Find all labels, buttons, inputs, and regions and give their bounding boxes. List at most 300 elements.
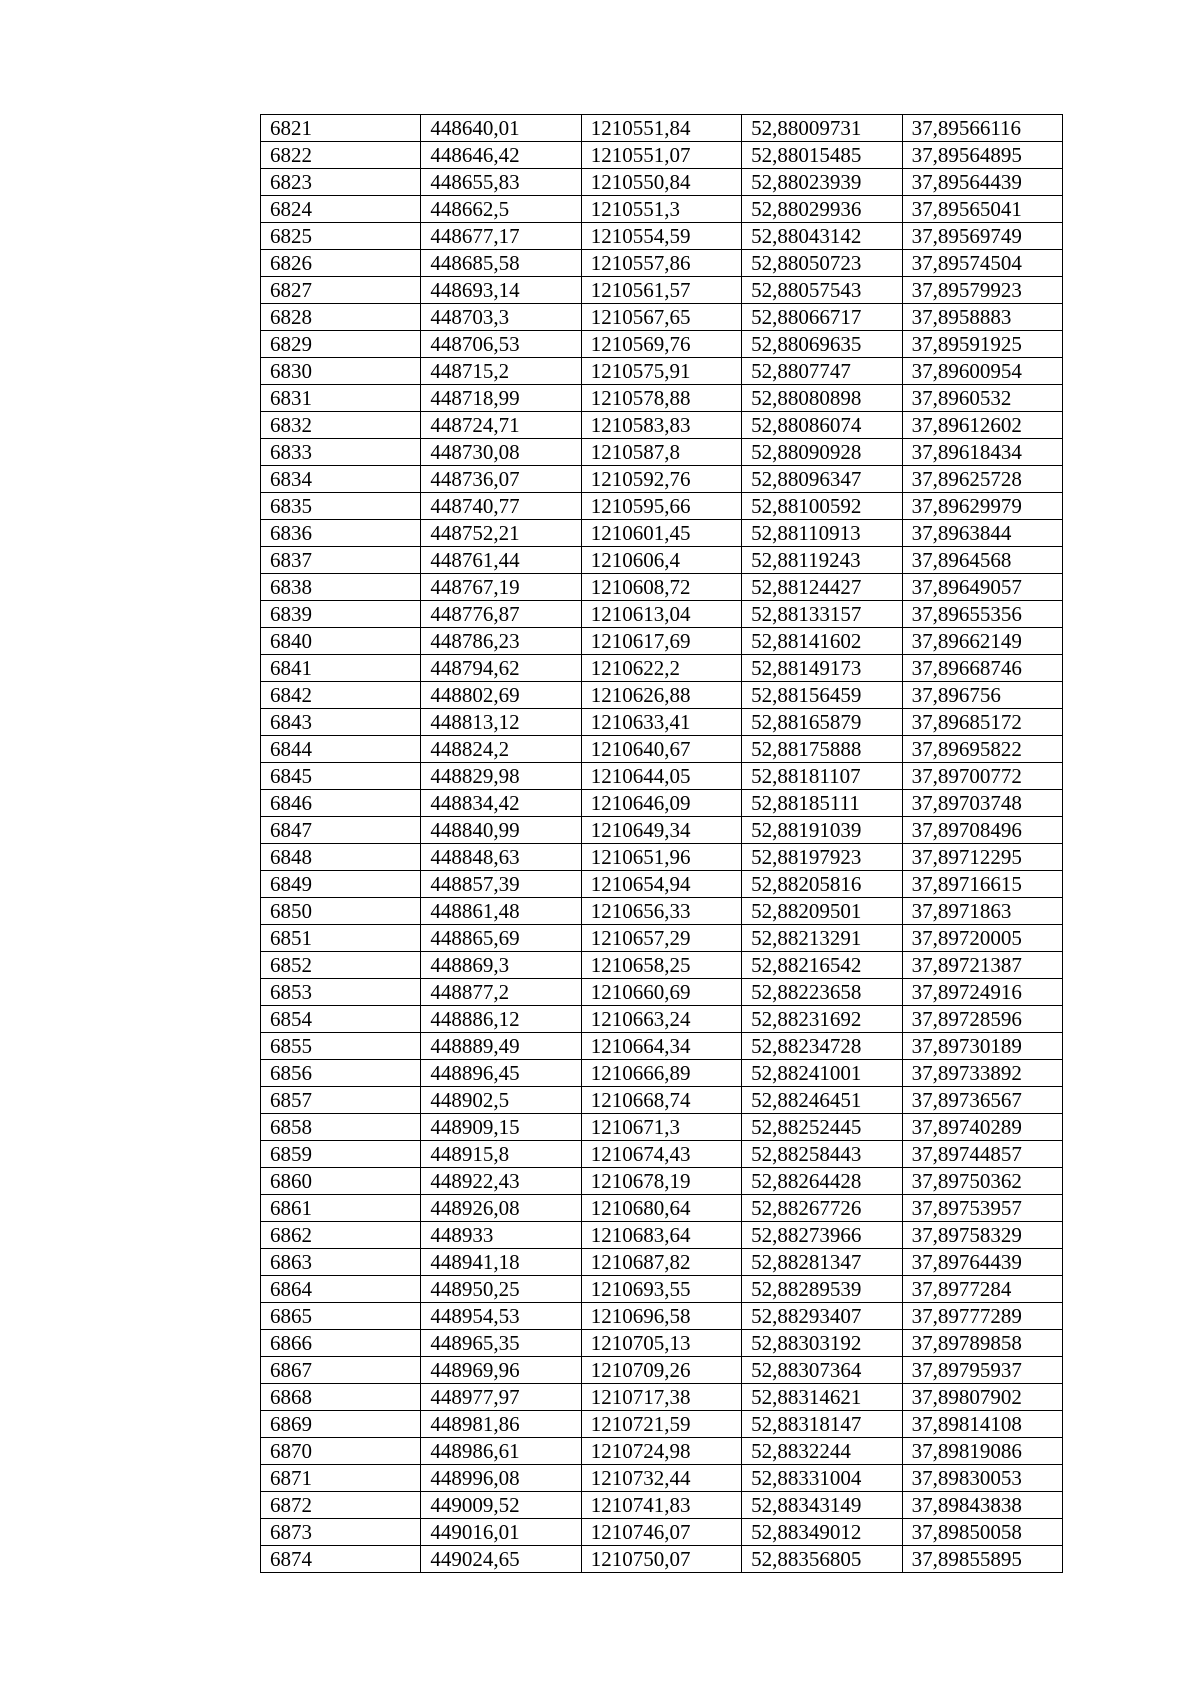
x-coordinate-cell: 448767,19 — [421, 574, 581, 601]
point-number-cell: 6849 — [261, 871, 421, 898]
table-row — [261, 1222, 1063, 1249]
y-coordinate-cell: 1210721,59 — [581, 1411, 741, 1438]
latitude-cell: 52,88069635 — [742, 331, 902, 358]
table-row — [261, 1330, 1063, 1357]
latitude-cell: 52,88231692 — [742, 1006, 902, 1033]
x-coordinate-cell: 449009,52 — [421, 1492, 581, 1519]
y-coordinate-cell: 1210575,91 — [581, 358, 741, 385]
point-number-cell: 6857 — [261, 1087, 421, 1114]
table-row — [261, 1168, 1063, 1195]
longitude-cell: 37,89750362 — [902, 1168, 1062, 1195]
latitude-cell: 52,88096347 — [742, 466, 902, 493]
table-row — [261, 1141, 1063, 1168]
x-coordinate-cell: 448869,3 — [421, 952, 581, 979]
point-number-cell: 6821 — [261, 115, 421, 142]
latitude-cell: 52,88066717 — [742, 304, 902, 331]
latitude-cell: 52,88185111 — [742, 790, 902, 817]
point-number-cell: 6822 — [261, 142, 421, 169]
y-coordinate-cell: 1210646,09 — [581, 790, 741, 817]
latitude-cell: 52,88015485 — [742, 142, 902, 169]
y-coordinate-cell: 1210664,34 — [581, 1033, 741, 1060]
y-coordinate-cell: 1210601,45 — [581, 520, 741, 547]
x-coordinate-cell: 448889,49 — [421, 1033, 581, 1060]
table-row — [261, 385, 1063, 412]
longitude-cell: 37,89733892 — [902, 1060, 1062, 1087]
longitude-cell: 37,89814108 — [902, 1411, 1062, 1438]
x-coordinate-cell: 448761,44 — [421, 547, 581, 574]
y-coordinate-cell: 1210657,29 — [581, 925, 741, 952]
y-coordinate-cell: 1210687,82 — [581, 1249, 741, 1276]
y-coordinate-cell: 1210732,44 — [581, 1465, 741, 1492]
latitude-cell: 52,88273966 — [742, 1222, 902, 1249]
point-number-cell: 6825 — [261, 223, 421, 250]
latitude-cell: 52,88307364 — [742, 1357, 902, 1384]
y-coordinate-cell: 1210569,76 — [581, 331, 741, 358]
longitude-cell: 37,89566116 — [902, 115, 1062, 142]
point-number-cell: 6842 — [261, 682, 421, 709]
y-coordinate-cell: 1210660,69 — [581, 979, 741, 1006]
x-coordinate-cell: 448813,12 — [421, 709, 581, 736]
y-coordinate-cell: 1210557,86 — [581, 250, 741, 277]
latitude-cell: 52,88264428 — [742, 1168, 902, 1195]
longitude-cell: 37,89850058 — [902, 1519, 1062, 1546]
table-row — [261, 1519, 1063, 1546]
latitude-cell: 52,88234728 — [742, 1033, 902, 1060]
longitude-cell: 37,89564895 — [902, 142, 1062, 169]
table-row — [261, 736, 1063, 763]
point-number-cell: 6838 — [261, 574, 421, 601]
x-coordinate-cell: 448941,18 — [421, 1249, 581, 1276]
y-coordinate-cell: 1210656,33 — [581, 898, 741, 925]
latitude-cell: 52,88156459 — [742, 682, 902, 709]
table-row — [261, 1006, 1063, 1033]
x-coordinate-cell: 448740,77 — [421, 493, 581, 520]
latitude-cell: 52,88267726 — [742, 1195, 902, 1222]
x-coordinate-cell: 448786,23 — [421, 628, 581, 655]
x-coordinate-cell: 448861,48 — [421, 898, 581, 925]
y-coordinate-cell: 1210606,4 — [581, 547, 741, 574]
point-number-cell: 6859 — [261, 1141, 421, 1168]
point-number-cell: 6828 — [261, 304, 421, 331]
latitude-cell: 52,88124427 — [742, 574, 902, 601]
x-coordinate-cell: 448794,62 — [421, 655, 581, 682]
y-coordinate-cell: 1210663,24 — [581, 1006, 741, 1033]
table-row — [261, 871, 1063, 898]
latitude-cell: 52,88258443 — [742, 1141, 902, 1168]
latitude-cell: 52,88133157 — [742, 601, 902, 628]
table-row — [261, 655, 1063, 682]
table-row — [261, 1465, 1063, 1492]
x-coordinate-cell: 448840,99 — [421, 817, 581, 844]
point-number-cell: 6858 — [261, 1114, 421, 1141]
longitude-cell: 37,89728596 — [902, 1006, 1062, 1033]
latitude-cell: 52,88246451 — [742, 1087, 902, 1114]
y-coordinate-cell: 1210654,94 — [581, 871, 741, 898]
y-coordinate-cell: 1210633,41 — [581, 709, 741, 736]
x-coordinate-cell: 448896,45 — [421, 1060, 581, 1087]
y-coordinate-cell: 1210750,07 — [581, 1546, 741, 1573]
longitude-cell: 37,89855895 — [902, 1546, 1062, 1573]
y-coordinate-cell: 1210595,66 — [581, 493, 741, 520]
longitude-cell: 37,89600954 — [902, 358, 1062, 385]
longitude-cell: 37,89695822 — [902, 736, 1062, 763]
longitude-cell: 37,89703748 — [902, 790, 1062, 817]
x-coordinate-cell: 448865,69 — [421, 925, 581, 952]
table-row — [261, 817, 1063, 844]
y-coordinate-cell: 1210583,83 — [581, 412, 741, 439]
y-coordinate-cell: 1210551,07 — [581, 142, 741, 169]
x-coordinate-cell: 448915,8 — [421, 1141, 581, 1168]
x-coordinate-cell: 448922,43 — [421, 1168, 581, 1195]
table-row — [261, 439, 1063, 466]
longitude-cell: 37,89565041 — [902, 196, 1062, 223]
point-number-cell: 6872 — [261, 1492, 421, 1519]
x-coordinate-cell: 448703,3 — [421, 304, 581, 331]
y-coordinate-cell: 1210551,84 — [581, 115, 741, 142]
latitude-cell: 52,88314621 — [742, 1384, 902, 1411]
x-coordinate-cell: 448954,53 — [421, 1303, 581, 1330]
x-coordinate-cell: 448857,39 — [421, 871, 581, 898]
x-coordinate-cell: 448715,2 — [421, 358, 581, 385]
longitude-cell: 37,89662149 — [902, 628, 1062, 655]
point-number-cell: 6863 — [261, 1249, 421, 1276]
table-row — [261, 331, 1063, 358]
longitude-cell: 37,8960532 — [902, 385, 1062, 412]
longitude-cell: 37,89830053 — [902, 1465, 1062, 1492]
point-number-cell: 6874 — [261, 1546, 421, 1573]
point-number-cell: 6837 — [261, 547, 421, 574]
table-row — [261, 925, 1063, 952]
x-coordinate-cell: 448950,25 — [421, 1276, 581, 1303]
table-row — [261, 1438, 1063, 1465]
x-coordinate-cell: 448824,2 — [421, 736, 581, 763]
table-row — [261, 844, 1063, 871]
longitude-cell: 37,89612602 — [902, 412, 1062, 439]
x-coordinate-cell: 448977,97 — [421, 1384, 581, 1411]
longitude-cell: 37,8958883 — [902, 304, 1062, 331]
longitude-cell: 37,89700772 — [902, 763, 1062, 790]
x-coordinate-cell: 448926,08 — [421, 1195, 581, 1222]
latitude-cell: 52,88209501 — [742, 898, 902, 925]
table-row — [261, 412, 1063, 439]
longitude-cell: 37,89625728 — [902, 466, 1062, 493]
table-row — [261, 358, 1063, 385]
point-number-cell: 6866 — [261, 1330, 421, 1357]
point-number-cell: 6841 — [261, 655, 421, 682]
x-coordinate-cell: 448776,87 — [421, 601, 581, 628]
point-number-cell: 6864 — [261, 1276, 421, 1303]
latitude-cell: 52,88119243 — [742, 547, 902, 574]
point-number-cell: 6862 — [261, 1222, 421, 1249]
point-number-cell: 6840 — [261, 628, 421, 655]
longitude-cell: 37,8971863 — [902, 898, 1062, 925]
point-number-cell: 6832 — [261, 412, 421, 439]
table-row — [261, 169, 1063, 196]
x-coordinate-cell: 448640,01 — [421, 115, 581, 142]
x-coordinate-cell: 448996,08 — [421, 1465, 581, 1492]
latitude-cell: 52,88318147 — [742, 1411, 902, 1438]
x-coordinate-cell: 448969,96 — [421, 1357, 581, 1384]
latitude-cell: 52,88080898 — [742, 385, 902, 412]
y-coordinate-cell: 1210640,67 — [581, 736, 741, 763]
y-coordinate-cell: 1210741,83 — [581, 1492, 741, 1519]
table-row — [261, 250, 1063, 277]
x-coordinate-cell: 448886,12 — [421, 1006, 581, 1033]
latitude-cell: 52,88252445 — [742, 1114, 902, 1141]
y-coordinate-cell: 1210651,96 — [581, 844, 741, 871]
longitude-cell: 37,89758329 — [902, 1222, 1062, 1249]
latitude-cell: 52,88050723 — [742, 250, 902, 277]
longitude-cell: 37,89843838 — [902, 1492, 1062, 1519]
latitude-cell: 52,88181107 — [742, 763, 902, 790]
table-row — [261, 277, 1063, 304]
longitude-cell: 37,89740289 — [902, 1114, 1062, 1141]
y-coordinate-cell: 1210724,98 — [581, 1438, 741, 1465]
y-coordinate-cell: 1210678,19 — [581, 1168, 741, 1195]
table-row — [261, 1276, 1063, 1303]
table-row — [261, 682, 1063, 709]
point-number-cell: 6844 — [261, 736, 421, 763]
x-coordinate-cell: 448829,98 — [421, 763, 581, 790]
x-coordinate-cell: 449024,65 — [421, 1546, 581, 1573]
longitude-cell: 37,8977284 — [902, 1276, 1062, 1303]
point-number-cell: 6836 — [261, 520, 421, 547]
longitude-cell: 37,89685172 — [902, 709, 1062, 736]
table-row — [261, 1195, 1063, 1222]
longitude-cell: 37,89744857 — [902, 1141, 1062, 1168]
table-row — [261, 574, 1063, 601]
longitude-cell: 37,89807902 — [902, 1384, 1062, 1411]
latitude-cell: 52,88281347 — [742, 1249, 902, 1276]
x-coordinate-cell: 448677,17 — [421, 223, 581, 250]
latitude-cell: 52,88289539 — [742, 1276, 902, 1303]
latitude-cell: 52,88100592 — [742, 493, 902, 520]
longitude-cell: 37,89668746 — [902, 655, 1062, 682]
latitude-cell: 52,88241001 — [742, 1060, 902, 1087]
point-number-cell: 6831 — [261, 385, 421, 412]
point-number-cell: 6850 — [261, 898, 421, 925]
point-number-cell: 6830 — [261, 358, 421, 385]
longitude-cell: 37,89795937 — [902, 1357, 1062, 1384]
latitude-cell: 52,88349012 — [742, 1519, 902, 1546]
table-row — [261, 979, 1063, 1006]
table-row — [261, 790, 1063, 817]
y-coordinate-cell: 1210668,74 — [581, 1087, 741, 1114]
table-row — [261, 520, 1063, 547]
x-coordinate-cell: 448662,5 — [421, 196, 581, 223]
longitude-cell: 37,89574504 — [902, 250, 1062, 277]
latitude-cell: 52,88165879 — [742, 709, 902, 736]
longitude-cell: 37,8964568 — [902, 547, 1062, 574]
y-coordinate-cell: 1210626,88 — [581, 682, 741, 709]
point-number-cell: 6835 — [261, 493, 421, 520]
x-coordinate-cell: 448655,83 — [421, 169, 581, 196]
latitude-cell: 52,88293407 — [742, 1303, 902, 1330]
table-row — [261, 709, 1063, 736]
longitude-cell: 37,89716615 — [902, 871, 1062, 898]
y-coordinate-cell: 1210680,64 — [581, 1195, 741, 1222]
y-coordinate-cell: 1210554,59 — [581, 223, 741, 250]
longitude-cell: 37,89618434 — [902, 439, 1062, 466]
point-number-cell: 6834 — [261, 466, 421, 493]
latitude-cell: 52,88009731 — [742, 115, 902, 142]
latitude-cell: 52,88343149 — [742, 1492, 902, 1519]
table-row — [261, 628, 1063, 655]
latitude-cell: 52,88197923 — [742, 844, 902, 871]
point-number-cell: 6852 — [261, 952, 421, 979]
longitude-cell: 37,89655356 — [902, 601, 1062, 628]
x-coordinate-cell: 448752,21 — [421, 520, 581, 547]
latitude-cell: 52,88303192 — [742, 1330, 902, 1357]
point-number-cell: 6860 — [261, 1168, 421, 1195]
x-coordinate-cell: 448933 — [421, 1222, 581, 1249]
longitude-cell: 37,89730189 — [902, 1033, 1062, 1060]
longitude-cell: 37,89753957 — [902, 1195, 1062, 1222]
y-coordinate-cell: 1210693,55 — [581, 1276, 741, 1303]
point-number-cell: 6823 — [261, 169, 421, 196]
x-coordinate-cell: 448730,08 — [421, 439, 581, 466]
longitude-cell: 37,89712295 — [902, 844, 1062, 871]
longitude-cell: 37,896756 — [902, 682, 1062, 709]
table-row — [261, 1546, 1063, 1573]
point-number-cell: 6853 — [261, 979, 421, 1006]
x-coordinate-cell: 448736,07 — [421, 466, 581, 493]
point-number-cell: 6856 — [261, 1060, 421, 1087]
x-coordinate-cell: 448965,35 — [421, 1330, 581, 1357]
latitude-cell: 52,8832244 — [742, 1438, 902, 1465]
y-coordinate-cell: 1210696,58 — [581, 1303, 741, 1330]
table-row — [261, 115, 1063, 142]
latitude-cell: 52,88175888 — [742, 736, 902, 763]
longitude-cell: 37,8963844 — [902, 520, 1062, 547]
table-row — [261, 1411, 1063, 1438]
x-coordinate-cell: 448902,5 — [421, 1087, 581, 1114]
longitude-cell: 37,89764439 — [902, 1249, 1062, 1276]
y-coordinate-cell: 1210617,69 — [581, 628, 741, 655]
table-row — [261, 223, 1063, 250]
longitude-cell: 37,89708496 — [902, 817, 1062, 844]
table-row — [261, 304, 1063, 331]
y-coordinate-cell: 1210567,65 — [581, 304, 741, 331]
y-coordinate-cell: 1210649,34 — [581, 817, 741, 844]
longitude-cell: 37,89819086 — [902, 1438, 1062, 1465]
table-row — [261, 952, 1063, 979]
longitude-cell: 37,89724916 — [902, 979, 1062, 1006]
latitude-cell: 52,88205816 — [742, 871, 902, 898]
table-row — [261, 547, 1063, 574]
latitude-cell: 52,88223658 — [742, 979, 902, 1006]
table-row — [261, 1357, 1063, 1384]
point-number-cell: 6839 — [261, 601, 421, 628]
y-coordinate-cell: 1210671,3 — [581, 1114, 741, 1141]
table-row — [261, 1114, 1063, 1141]
y-coordinate-cell: 1210683,64 — [581, 1222, 741, 1249]
y-coordinate-cell: 1210709,26 — [581, 1357, 741, 1384]
y-coordinate-cell: 1210592,76 — [581, 466, 741, 493]
y-coordinate-cell: 1210550,84 — [581, 169, 741, 196]
y-coordinate-cell: 1210705,13 — [581, 1330, 741, 1357]
y-coordinate-cell: 1210644,05 — [581, 763, 741, 790]
point-number-cell: 6845 — [261, 763, 421, 790]
y-coordinate-cell: 1210561,57 — [581, 277, 741, 304]
y-coordinate-cell: 1210613,04 — [581, 601, 741, 628]
point-number-cell: 6861 — [261, 1195, 421, 1222]
point-number-cell: 6829 — [261, 331, 421, 358]
latitude-cell: 52,88191039 — [742, 817, 902, 844]
x-coordinate-cell: 448834,42 — [421, 790, 581, 817]
table-row — [261, 898, 1063, 925]
table-row — [261, 142, 1063, 169]
point-number-cell: 6824 — [261, 196, 421, 223]
x-coordinate-cell: 448986,61 — [421, 1438, 581, 1465]
table-row — [261, 493, 1063, 520]
point-number-cell: 6855 — [261, 1033, 421, 1060]
x-coordinate-cell: 448685,58 — [421, 250, 581, 277]
x-coordinate-cell: 448724,71 — [421, 412, 581, 439]
longitude-cell: 37,89591925 — [902, 331, 1062, 358]
y-coordinate-cell: 1210674,43 — [581, 1141, 741, 1168]
latitude-cell: 52,88216542 — [742, 952, 902, 979]
longitude-cell: 37,89649057 — [902, 574, 1062, 601]
table-row — [261, 196, 1063, 223]
point-number-cell: 6833 — [261, 439, 421, 466]
longitude-cell: 37,89777289 — [902, 1303, 1062, 1330]
point-number-cell: 6870 — [261, 1438, 421, 1465]
point-number-cell: 6873 — [261, 1519, 421, 1546]
point-number-cell: 6843 — [261, 709, 421, 736]
point-number-cell: 6827 — [261, 277, 421, 304]
y-coordinate-cell: 1210578,88 — [581, 385, 741, 412]
latitude-cell: 52,88090928 — [742, 439, 902, 466]
longitude-cell: 37,89569749 — [902, 223, 1062, 250]
y-coordinate-cell: 1210551,3 — [581, 196, 741, 223]
latitude-cell: 52,88086074 — [742, 412, 902, 439]
longitude-cell: 37,89564439 — [902, 169, 1062, 196]
longitude-cell: 37,89720005 — [902, 925, 1062, 952]
latitude-cell: 52,88023939 — [742, 169, 902, 196]
longitude-cell: 37,89629979 — [902, 493, 1062, 520]
point-number-cell: 6869 — [261, 1411, 421, 1438]
latitude-cell: 52,88141602 — [742, 628, 902, 655]
longitude-cell: 37,89579923 — [902, 277, 1062, 304]
point-number-cell: 6851 — [261, 925, 421, 952]
y-coordinate-cell: 1210622,2 — [581, 655, 741, 682]
latitude-cell: 52,88149173 — [742, 655, 902, 682]
x-coordinate-cell: 448848,63 — [421, 844, 581, 871]
x-coordinate-cell: 448802,69 — [421, 682, 581, 709]
table-row — [261, 601, 1063, 628]
table-row — [261, 1033, 1063, 1060]
point-number-cell: 6868 — [261, 1384, 421, 1411]
point-number-cell: 6867 — [261, 1357, 421, 1384]
table-row — [261, 466, 1063, 493]
table-row — [261, 1249, 1063, 1276]
table-row — [261, 1087, 1063, 1114]
y-coordinate-cell: 1210608,72 — [581, 574, 741, 601]
coordinates-table — [260, 114, 1063, 1573]
latitude-cell: 52,8807747 — [742, 358, 902, 385]
point-number-cell: 6854 — [261, 1006, 421, 1033]
point-number-cell: 6846 — [261, 790, 421, 817]
latitude-cell: 52,88213291 — [742, 925, 902, 952]
table-row — [261, 763, 1063, 790]
latitude-cell: 52,88043142 — [742, 223, 902, 250]
longitude-cell: 37,89721387 — [902, 952, 1062, 979]
latitude-cell: 52,88029936 — [742, 196, 902, 223]
table-row — [261, 1303, 1063, 1330]
y-coordinate-cell: 1210717,38 — [581, 1384, 741, 1411]
x-coordinate-cell: 448981,86 — [421, 1411, 581, 1438]
